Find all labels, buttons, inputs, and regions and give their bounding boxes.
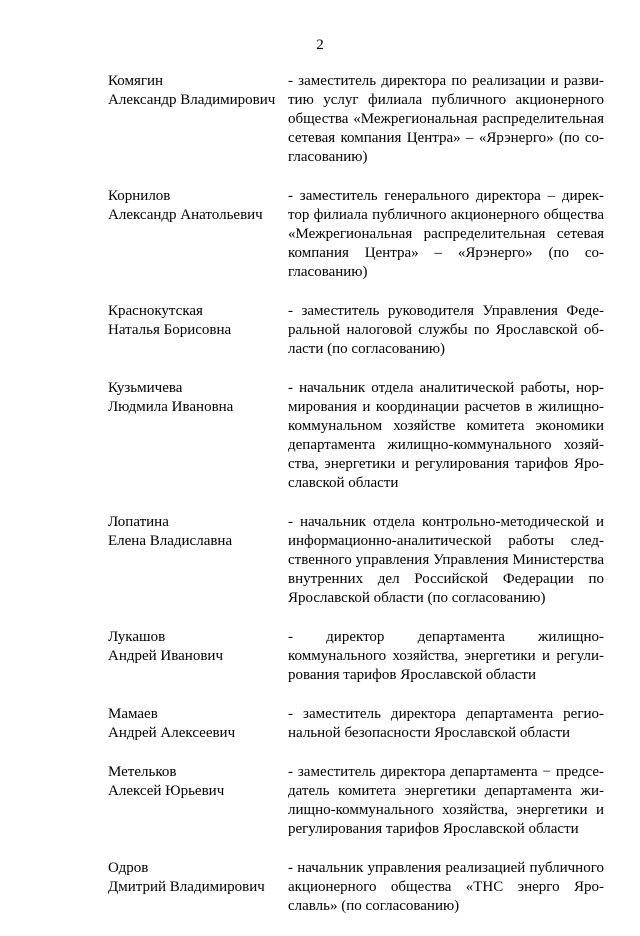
member-name xyxy=(108,763,288,839)
member-position: - заместитель руководителя Управления Федеральной налоговой службы по Ярославской области (по согласованию) xyxy=(288,303,604,357)
member-entry xyxy=(108,628,604,685)
member-name xyxy=(108,302,288,359)
member-position: - начальник отдела аналитической работы, нормирования и координации расчетов в жилищно-коммунальном хозяйстве комитета экономики департамента жилищно-коммунального хозяйства, энергетики и регулирования тарифов Ярославской области xyxy=(288,380,604,491)
member-given-names: Наталья Борисовна xyxy=(108,322,232,338)
member-entry xyxy=(108,302,604,359)
member-given-names: Александр Владимирович xyxy=(108,92,276,108)
member-surname: Лопатина xyxy=(108,514,169,530)
member-surname: Кузьмичева xyxy=(108,380,183,396)
member-surname: Комягин xyxy=(108,73,164,89)
member-entry xyxy=(108,763,604,839)
member-name xyxy=(108,187,288,282)
member-entry xyxy=(108,72,604,167)
member-position: - заместитель директора департамента региональной безопасности Ярославской области xyxy=(288,706,604,741)
member-entry xyxy=(108,859,604,916)
member-name xyxy=(108,705,288,743)
page-number: 2 xyxy=(316,37,324,53)
member-given-names: Андрей Алексеевич xyxy=(108,725,236,741)
member-surname: Лукашов xyxy=(108,629,166,645)
member-name xyxy=(108,513,288,608)
member-name xyxy=(108,72,288,167)
member-name xyxy=(108,859,288,916)
member-position: - директор департамента жилищно-коммунального хозяйства, энергетики и регулирования тарифов Ярославской области xyxy=(288,629,604,683)
member-position: - заместитель генерального директора – директор филиала публичного акционерного общества «Межрегиональная распределительная сетевая компания Центра» – «Ярэнерго» (по согласованию) xyxy=(288,188,604,280)
member-entry xyxy=(108,705,604,743)
member-given-names: Людмила Ивановна xyxy=(108,399,234,415)
member-entry xyxy=(108,513,604,608)
member-surname: Краснокутская xyxy=(108,303,203,319)
member-entry xyxy=(108,187,604,282)
member-name xyxy=(108,379,288,493)
member-surname: Корнилов xyxy=(108,188,171,204)
member-surname: Мамаев xyxy=(108,706,158,722)
member-name xyxy=(108,628,288,685)
member-entry xyxy=(108,379,604,493)
member-given-names: Андрей Иванович xyxy=(108,648,223,664)
member-position: - начальник управления реализацией публичного акционерного общества «ТНС энерго Ярославль» (по согласованию) xyxy=(288,860,604,914)
member-surname: Метельков xyxy=(108,764,177,780)
member-given-names: Алексей Юрьевич xyxy=(108,783,225,799)
member-given-names: Елена Владиславна xyxy=(108,533,233,549)
member-position: - заместитель директора департамента − председатель комитета энергетики департамента жилищно-коммунального хозяйства, энергетики и регулирования тарифов Ярославской области xyxy=(288,764,604,837)
member-position: - заместитель директора по реализации и развитию услуг филиала публичного акционерного общества «Межрегиональная распределительная сетевая компания Центра» – «Ярэнерго» (по согласованию) xyxy=(288,73,604,165)
member-surname: Одров xyxy=(108,860,149,876)
member-given-names: Дмитрий Владимирович xyxy=(108,879,265,895)
member-position: - начальник отдела контрольно-методической и информационно-аналитической работы следственного управления Управления Министерства внутренних дел Российской Федерации по Ярославской области (по согласованию) xyxy=(288,514,604,606)
member-given-names: Александр Анатольевич xyxy=(108,207,263,223)
member-list xyxy=(108,72,604,936)
